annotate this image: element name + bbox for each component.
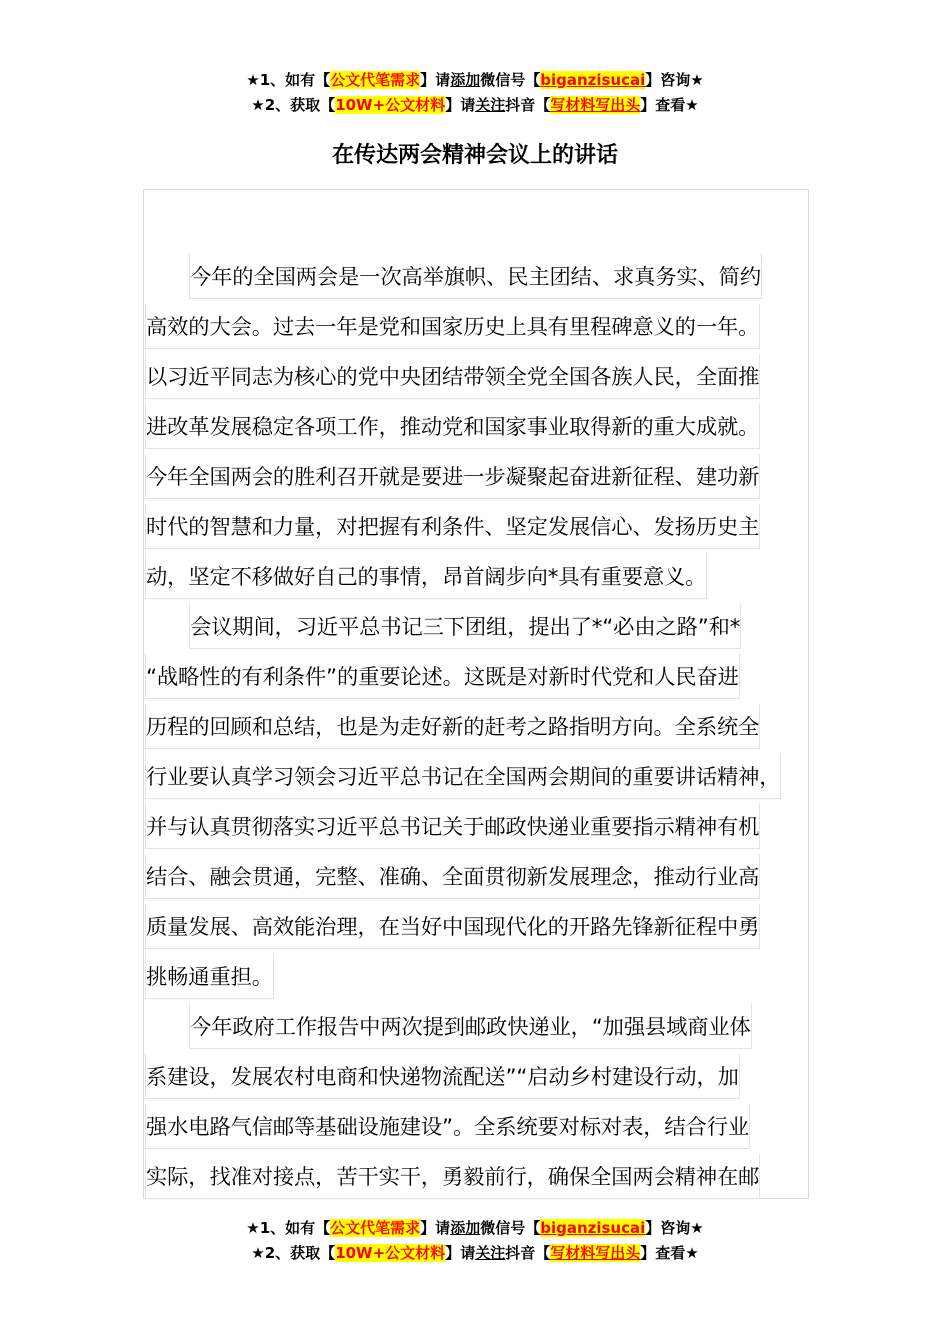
douyin-id[interactable]: 写材料写出头 [550, 1244, 641, 1262]
promo-text: 微信号【 [480, 1219, 541, 1237]
promo-highlight: 10W+公文材料 [335, 96, 446, 114]
text-line: 今年的全国两会是一次高举旗帜、民主团结、求真务实、简约 [145, 253, 795, 303]
text-line: 会议期间，习近平总书记三下团组，提出了*“必由之路”和* [145, 603, 795, 653]
promo-text: 】请 [420, 71, 451, 89]
promo-text: 】咨询★ [645, 1219, 704, 1237]
promo-text: 抖音【 [505, 96, 551, 114]
text-line: 高效的大会。过去一年是党和国家历史上具有里程碑意义的一年。 [145, 303, 795, 353]
promo-text: 】查看★ [640, 1244, 699, 1262]
promo-underline: 添加 [450, 71, 481, 89]
promo-text: ★2、获取【 [251, 96, 336, 114]
text-line: 系建设，发展农村电商和快递物流配送”“启动乡村建设行动，加 [145, 1053, 795, 1103]
promo-line-1-footer [0, 1216, 950, 1240]
promo-text: 抖音【 [505, 1244, 551, 1262]
text-line: 强水电路气信邮等基础设施建设”。全系统要对标对表，结合行业 [145, 1103, 795, 1153]
promo-text: 微信号【 [480, 71, 541, 89]
text-line: 并与认真贯彻落实习近平总书记关于邮政快递业重要指示精神有机 [145, 803, 795, 853]
text-line: 质量发展、高效能治理，在当好中国现代化的开路先锋新征程中勇 [145, 903, 795, 953]
promo-text: ★1、如有【 [246, 71, 331, 89]
text-line: 今年政府工作报告中两次提到邮政快递业，“加强县域商业体 [145, 1003, 795, 1053]
document-body [145, 253, 795, 1203]
text-line: 进改革发展稳定各项工作，推动党和国家事业取得新的重大成就。 [145, 403, 795, 453]
document-title: 在传达两会精神会议上的讲话 [331, 143, 618, 168]
promo-line-2-footer [0, 1241, 950, 1265]
promo-underline: 添加 [450, 1219, 481, 1237]
promo-text: ★2、获取【 [251, 1244, 336, 1262]
text-line: 以习近平同志为核心的党中央团结带领全党全国各族人民，全面推 [145, 353, 795, 403]
text-line: 行业要认真学习领会习近平总书记在全国两会期间的重要讲话精神， [145, 753, 795, 803]
promo-text: 】咨询★ [645, 71, 704, 89]
text-line: 实际，找准对接点，苦干实干，勇毅前行，确保全国两会精神在邮 [145, 1153, 795, 1203]
promo-text: 】请 [445, 96, 476, 114]
text-line: 今年全国两会的胜利召开就是要进一步凝聚起奋进新征程、建功新 [145, 453, 795, 503]
wechat-id[interactable]: biganzisucai [540, 71, 646, 89]
promo-text: 】请 [445, 1244, 476, 1262]
text-line: “战略性的有利条件”的重要论述。这既是对新时代党和人民奋进 [145, 653, 795, 703]
promo-line-1 [0, 68, 950, 92]
text-line: 时代的智慧和力量，对把握有利条件、坚定发展信心、发扬历史主 [145, 503, 795, 553]
text-line: 结合、融会贯通，完整、准确、全面贯彻新发展理念，推动行业高 [145, 853, 795, 903]
douyin-id[interactable]: 写材料写出头 [550, 96, 641, 114]
promo-line-2 [0, 93, 950, 117]
text-line: 历程的回顾和总结，也是为走好新的赶考之路指明方向。全系统全 [145, 703, 795, 753]
promo-text: 】查看★ [640, 96, 699, 114]
promo-highlight: 公文代笔需求 [330, 71, 421, 89]
promo-text: 】请 [420, 1219, 451, 1237]
promo-highlight: 公文代笔需求 [330, 1219, 421, 1237]
promo-underline: 关注 [475, 96, 506, 114]
wechat-id[interactable]: biganzisucai [540, 1219, 646, 1237]
text-line: 动，坚定不移做好自己的事情，昂首阔步向*具有重要意义。 [145, 553, 795, 603]
promo-highlight: 10W+公文材料 [335, 1244, 446, 1262]
promo-underline: 关注 [475, 1244, 506, 1262]
promo-text: ★1、如有【 [246, 1219, 331, 1237]
text-line: 挑畅通重担。 [145, 953, 795, 1003]
